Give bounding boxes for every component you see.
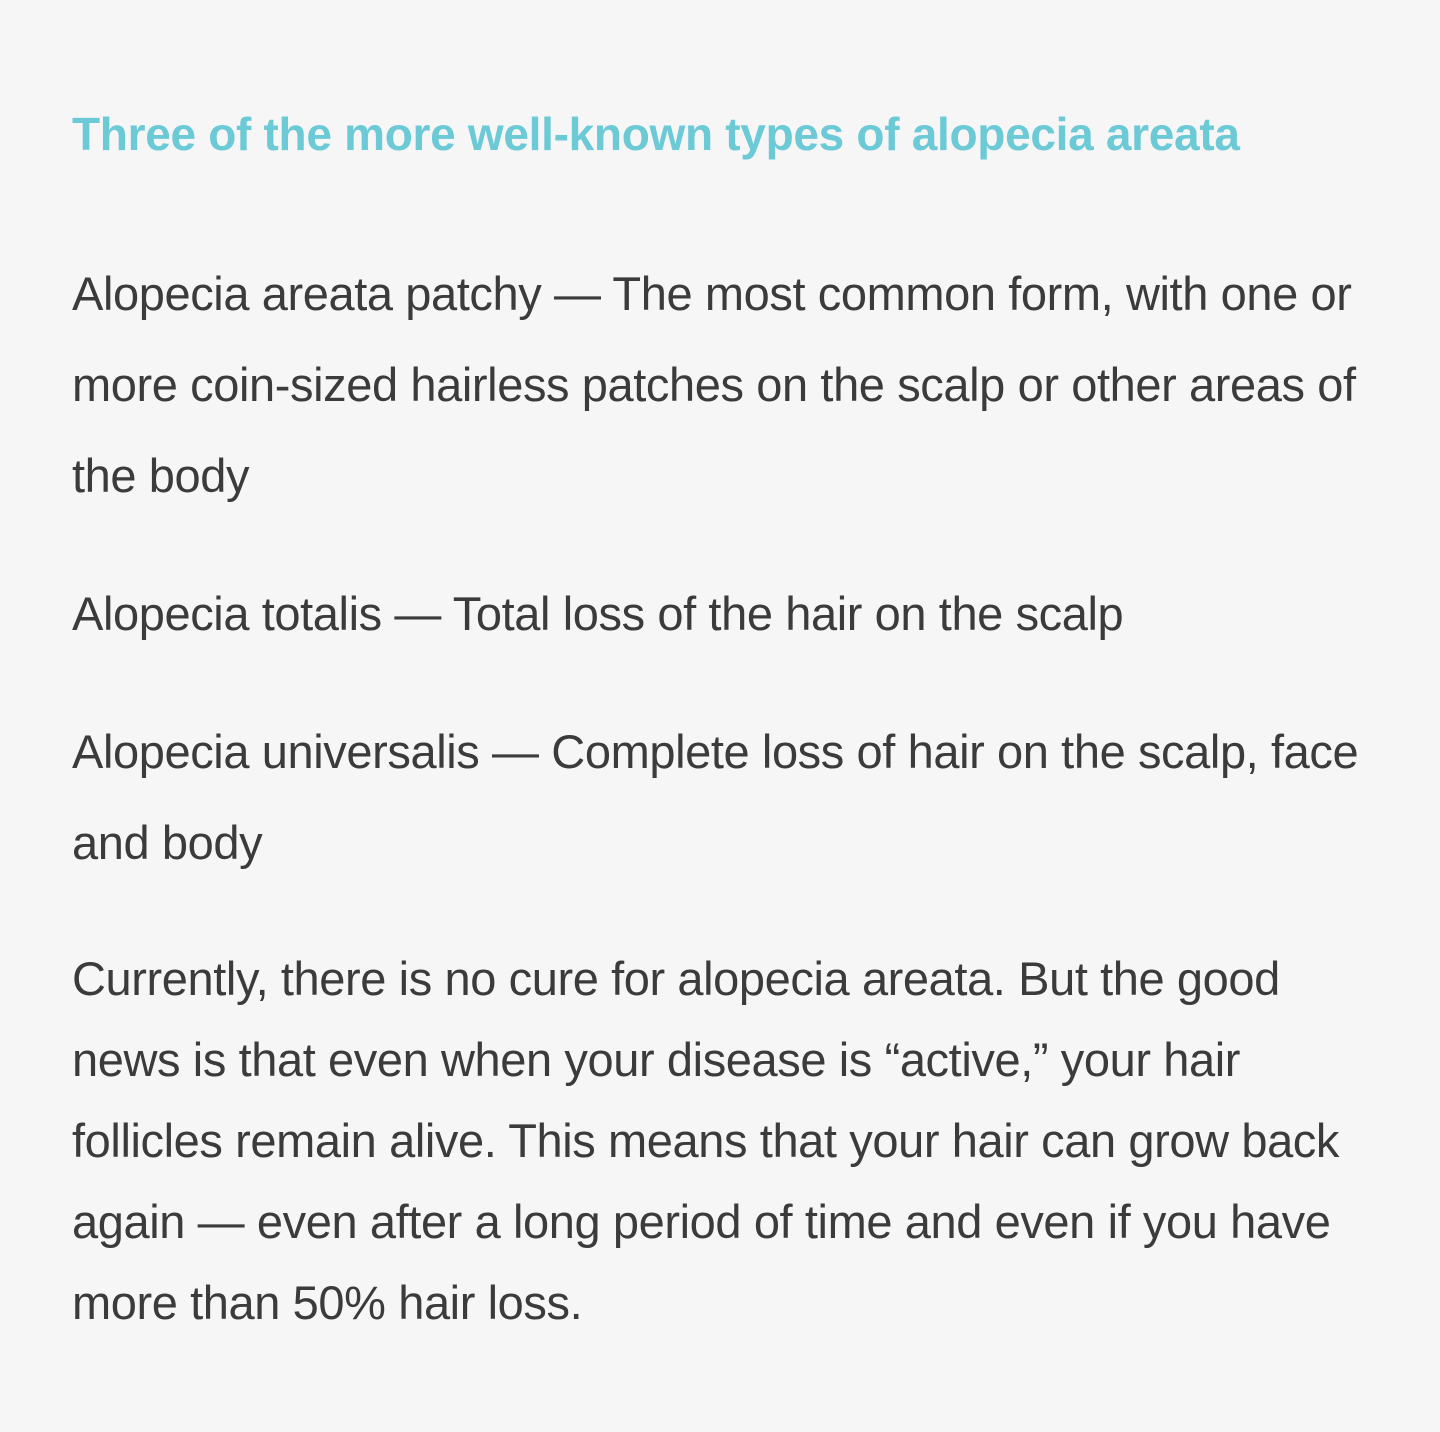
- paragraph-no-cure-info: Currently, there is no cure for alopecia areata. But the good news is that even when your disease is “active,” your hair follicles remain alive. This means that your hair can grow back again — even after a long period of time and even if you have more than 50% hair loss.: [72, 952, 1340, 1329]
- paragraph-alopecia-totalis: Alopecia totalis — Total loss of the hair on the scalp: [72, 587, 1124, 640]
- paragraph-alopecia-areata-patchy: Alopecia areata patchy — The most common form, with one or more coin-sized hairless patches on the scalp or other areas of the body: [72, 267, 1356, 502]
- paragraph-alopecia-universalis: Alopecia universalis — Complete loss of hair on the scalp, face and body: [72, 725, 1359, 869]
- section-heading: Three of the more well-known types of alopecia areata: [72, 108, 1240, 160]
